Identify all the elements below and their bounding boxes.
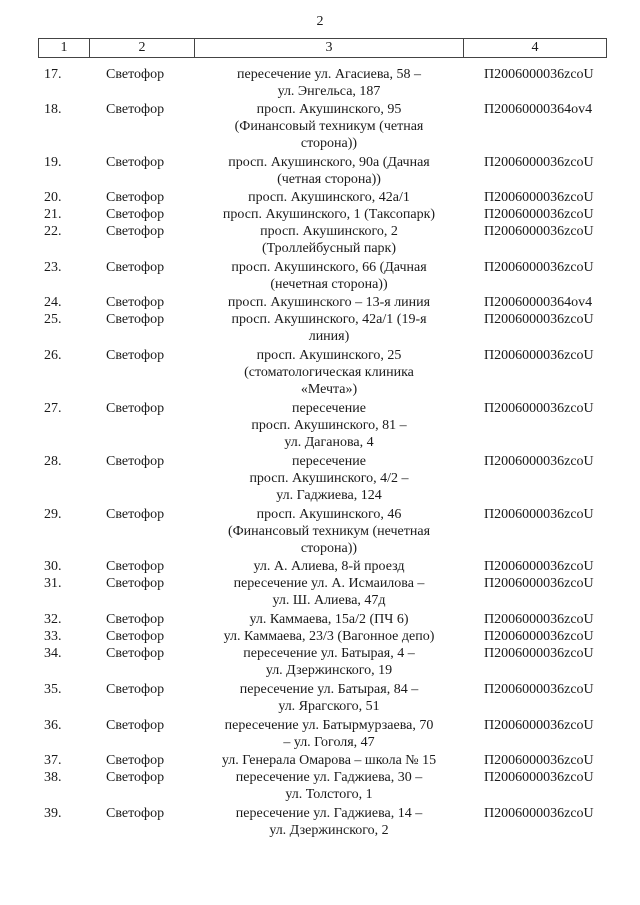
registry-code: П2006000036zcoU	[484, 682, 594, 697]
table-row	[38, 453, 608, 504]
row-number: 20.	[44, 190, 62, 205]
address: просп. Акушинского, 66 (Дачная (нечетная сторона))	[231, 260, 427, 292]
row-number: 35.	[44, 682, 62, 697]
object-type: Светофор	[106, 295, 165, 310]
object-type: Светофор	[106, 312, 165, 327]
registry-code: П20060000364ov4	[484, 295, 593, 310]
address: ул. А. Алиева, 8-й проезд	[253, 559, 405, 574]
row-number: 36.	[44, 718, 62, 733]
table-row	[38, 66, 608, 100]
registry-code: П2006000036zcoU	[484, 612, 594, 627]
object-type: Светофор	[106, 348, 165, 363]
registry-code: П2006000036zcoU	[484, 312, 594, 327]
row-number: 24.	[44, 295, 62, 310]
table-row	[38, 628, 608, 645]
registry-code: П2006000036zcoU	[484, 190, 594, 205]
registry-code: П2006000036zcoU	[484, 224, 594, 239]
object-type: Светофор	[106, 454, 165, 469]
row-number: 28.	[44, 454, 62, 469]
object-type: Светофор	[106, 646, 165, 661]
page-number: 2	[316, 14, 324, 29]
row-number: 27.	[44, 401, 62, 416]
object-type: Светофор	[106, 576, 165, 591]
object-type: Светофор	[106, 102, 165, 117]
column-header-table	[38, 38, 607, 58]
row-number: 26.	[44, 348, 62, 363]
table-row	[38, 311, 608, 345]
row-number: 39.	[44, 806, 62, 821]
address: просп. Акушинского, 2 (Троллейбусный парк)	[260, 224, 398, 256]
row-number: 17.	[44, 67, 62, 82]
object-type: Светофор	[106, 190, 165, 205]
row-number: 18.	[44, 102, 62, 117]
address: пересечение ул. А. Исмаилова – ул. Ш. Алиева, 47д	[233, 576, 425, 608]
column-header-1: 1	[39, 39, 90, 58]
row-number: 38.	[44, 770, 62, 785]
table-row	[38, 506, 608, 557]
registry-code: П2006000036zcoU	[484, 454, 594, 469]
table-row	[38, 400, 608, 451]
table-row	[38, 805, 608, 839]
address: ул. Генерала Омарова – школа № 15	[221, 753, 437, 768]
registry-code: П2006000036zcoU	[484, 770, 594, 785]
table-row	[38, 347, 608, 398]
row-number: 30.	[44, 559, 62, 574]
table-row	[38, 769, 608, 803]
registry-code: П2006000036zcoU	[484, 260, 594, 275]
registry-code: П20060000364ov4	[484, 102, 593, 117]
object-type: Светофор	[106, 224, 165, 239]
object-type: Светофор	[106, 718, 165, 733]
address: пересечение просп. Акушинского, 81 – ул. Даганова, 4	[251, 401, 407, 450]
address: пересечение ул. Агасиева, 58 – ул. Энгельса, 187	[237, 67, 421, 99]
registry-code: П2006000036zcoU	[484, 559, 594, 574]
row-number: 22.	[44, 224, 62, 239]
registry-code: П2006000036zcoU	[484, 576, 594, 591]
registry-code: П2006000036zcoU	[484, 646, 594, 661]
table-row	[38, 575, 608, 609]
address: пересечение ул. Батырая, 4 – ул. Дзержинского, 19	[243, 646, 415, 678]
column-header-4: 4	[464, 39, 607, 58]
column-header-2: 2	[90, 39, 195, 58]
row-number: 31.	[44, 576, 62, 591]
object-type: Светофор	[106, 401, 165, 416]
object-type: Светофор	[106, 67, 165, 82]
address: просп. Акушинского, 42а/1 (19-я линия)	[231, 312, 427, 344]
address: просп. Акушинского, 25 (стоматологическая клиника «Мечта»)	[244, 348, 414, 397]
address: просп. Акушинского – 13-я линия	[227, 295, 431, 310]
row-number: 32.	[44, 612, 62, 627]
registry-code: П2006000036zcoU	[484, 207, 594, 222]
object-type: Светофор	[106, 507, 165, 522]
table-row	[38, 645, 608, 679]
registry-code: П2006000036zcoU	[484, 348, 594, 363]
address: пересечение просп. Акушинского, 4/2 – ул. Гаджиева, 124	[249, 454, 409, 503]
table-row	[38, 717, 608, 751]
address: ул. Каммаева, 15а/2 (ПЧ 6)	[249, 612, 409, 627]
address: пересечение ул. Гаджиева, 14 – ул. Дзержинского, 2	[235, 806, 423, 838]
table-row	[38, 223, 608, 257]
address: просп. Акушинского, 46 (Финансовый техникум (нечетная сторона))	[227, 507, 431, 556]
registry-code: П2006000036zcoU	[484, 67, 594, 82]
table-row	[38, 154, 608, 188]
address: пересечение ул. Батырая, 84 – ул. Ярагского, 51	[239, 682, 419, 714]
table-row	[38, 294, 608, 311]
registry-code: П2006000036zcoU	[484, 507, 594, 522]
address: ул. Каммаева, 23/3 (Вагонное депо)	[223, 629, 435, 644]
registry-code: П2006000036zcoU	[484, 155, 594, 170]
row-number: 29.	[44, 507, 62, 522]
registry-code: П2006000036zcoU	[484, 629, 594, 644]
object-type: Светофор	[106, 155, 165, 170]
row-number: 33.	[44, 629, 62, 644]
row-number: 19.	[44, 155, 62, 170]
row-number: 34.	[44, 646, 62, 661]
table-row	[38, 206, 608, 223]
registry-code: П2006000036zcoU	[484, 753, 594, 768]
object-type: Светофор	[106, 207, 165, 222]
address: просп. Акушинского, 90а (Дачная (четная сторона))	[228, 155, 430, 187]
column-header-3: 3	[195, 39, 464, 58]
row-number: 37.	[44, 753, 62, 768]
row-number: 23.	[44, 260, 62, 275]
object-type: Светофор	[106, 753, 165, 768]
row-number: 21.	[44, 207, 62, 222]
object-type: Светофор	[106, 559, 165, 574]
row-number: 25.	[44, 312, 62, 327]
object-type: Светофор	[106, 682, 165, 697]
table-row	[38, 611, 608, 628]
object-type: Светофор	[106, 806, 165, 821]
address: пересечение ул. Гаджиева, 30 – ул. Толстого, 1	[235, 770, 423, 802]
column-header-row	[39, 39, 607, 58]
traffic-light-list	[38, 66, 608, 839]
object-type: Светофор	[106, 770, 165, 785]
table-row	[38, 752, 608, 769]
table-row	[38, 101, 608, 152]
address: пересечение ул. Батырмурзаева, 70 – ул. Гоголя, 47	[224, 718, 434, 750]
table-row	[38, 189, 608, 206]
object-type: Светофор	[106, 629, 165, 644]
object-type: Светофор	[106, 612, 165, 627]
address: просп. Акушинского, 1 (Таксопарк)	[222, 207, 436, 222]
table-row	[38, 558, 608, 575]
table-row	[38, 259, 608, 293]
address: просп. Акушинского, 95 (Финансовый техникум (четная сторона))	[234, 102, 424, 151]
registry-code: П2006000036zcoU	[484, 806, 594, 821]
object-type: Светофор	[106, 260, 165, 275]
address: просп. Акушинского, 42а/1	[248, 190, 410, 205]
registry-code: П2006000036zcoU	[484, 401, 594, 416]
registry-code: П2006000036zcoU	[484, 718, 594, 733]
table-row	[38, 681, 608, 715]
